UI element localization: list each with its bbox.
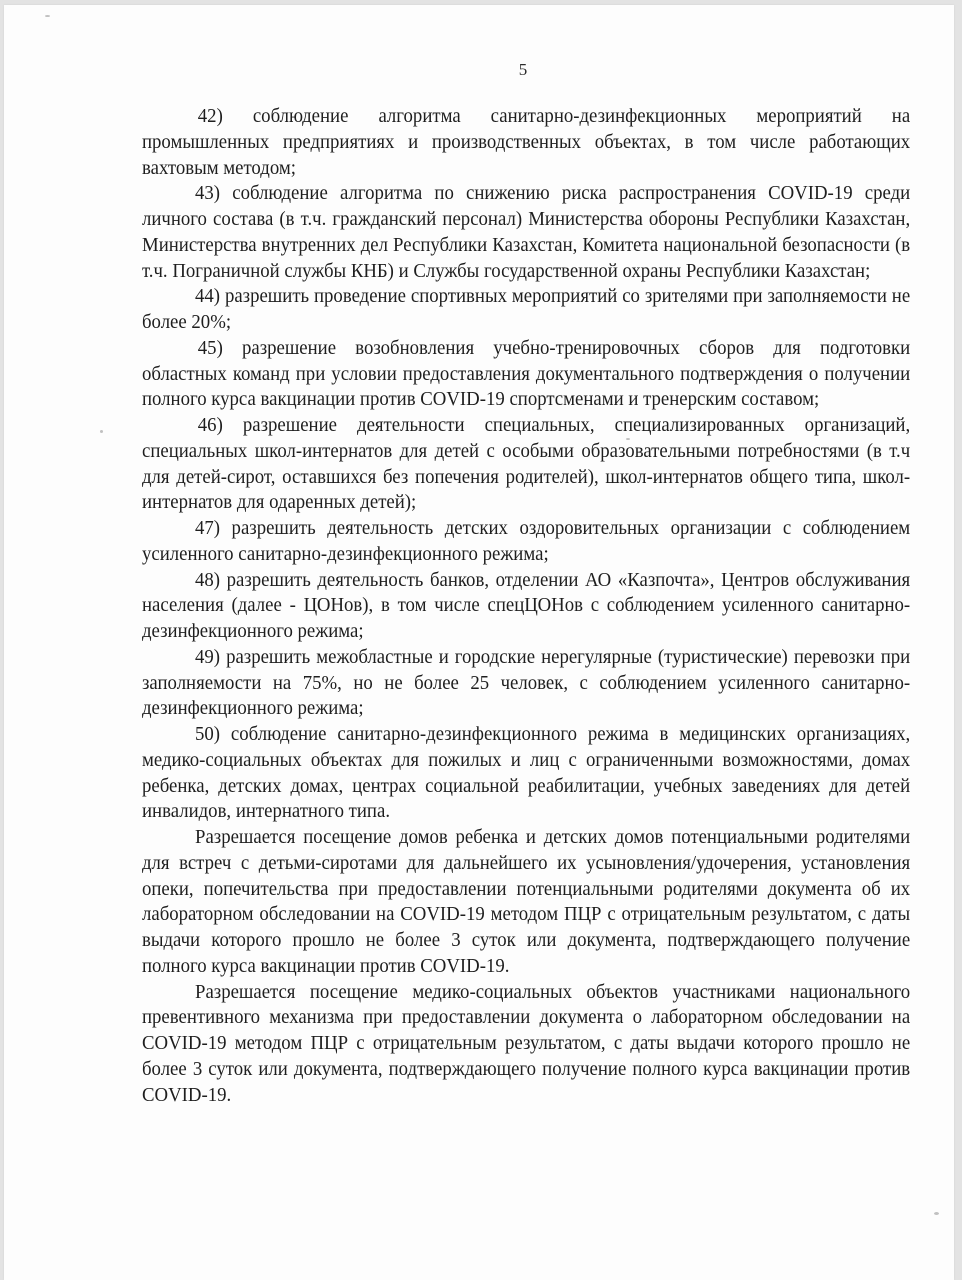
document-body	[142, 104, 910, 1108]
scan-speck	[934, 1212, 939, 1215]
scan-speck	[100, 430, 103, 433]
page-number: 5	[518, 60, 528, 79]
list-item-50: 50) соблюдение санитарно-дезинфекционного режима в медицинских организациях, медико-социальных объектах для пожилых и лиц с ограниченными возможностями, домах ребенка, детских домах, центрах социальной реабилитации, учебных заведениях для детей инвалидов, интернатного типа.	[142, 723, 911, 823]
paragraph-npm-visits: Разрешается посещение медико-социальных объектов участниками национального превентивного механизма при предоставлении документа о лабораторном обследовании на COVID-19 методом ПЦР с отрицательным результатом, с даты выдачи которого прошло не более 3 суток или документа, подтверждающего получение полного курса вакцинации против COVID-19.	[142, 980, 911, 1106]
scan-speck	[626, 438, 630, 440]
list-item-48: 48) разрешить деятельность банков, отделении АО «Казпочта», Центров обслуживания населения (далее - ЦОНов), в том числе спецЦОНов с соблюдением усиленного санитарно-дезинфекционного режима;	[142, 568, 911, 642]
list-item-42: 42) соблюдение алгоритма санитарно-дезинфекционных мероприятий на промышленных предприятиях и производственных объектах, в том числе работающих вахтовым методом;	[142, 105, 911, 179]
list-item-46: 46) разрешение деятельности специальных, специализированных организаций, специальных школ-интернатов для детей с особыми образовательными потребностями (в т.ч для детей-сирот, оставшихся без попечения родителей), школ-интернатов общего типа, школ-интернатов для одаренных детей);	[142, 414, 911, 514]
document-page	[4, 5, 954, 1280]
list-item-44: 44) разрешить проведение спортивных мероприятий со зрителями при заполняемости не более 20%;	[142, 285, 911, 333]
scan-speck	[45, 15, 50, 17]
list-item-49: 49) разрешить межобластные и городские нерегулярные (туристические) перевозки при заполняемости на 75%, но не более 25 человек, с соблюдением усиленного санитарно-дезинфекционного режима;	[142, 645, 911, 720]
list-item-43: 43) соблюдение алгоритма по снижению риска распространения COVID-19 среди личного состава (в т.ч. гражданский персонал) Министерства обороны Республики Казахстан, Министерства внутренних дел Республики Казахстан, Комитета национальной безопасности (в т.ч. Пограничной службы КНБ) и Службы государственной охраны Республики Казахстан;	[142, 182, 911, 282]
list-item-45: 45) разрешение возобновления учебно-тренировочных сборов для подготовки областных команд при условии предоставления документального подтверждения о получении полного курса вакцинации против COVID-19 спортсменами и тренерским составом;	[142, 336, 911, 411]
paragraph-orphanage-visits: Разрешается посещение домов ребенка и детских домов потенциальными родителями для встреч с детьми-сиротами для дальнейшего их усыновления/удочерения, установления опеки, попечительства при предоставлении потенциальными родителями документа об их лабораторном обследовании на COVID-19 методом ПЦР с отрицательным результатом, с даты выдачи которого прошло не более 3 суток или документа, подтверждающего получение полного курса вакцинации против COVID-19.	[142, 826, 911, 977]
list-item-47: 47) разрешить деятельность детских оздоровительных организации с соблюдением усиленного санитарно-дезинфекционного режима;	[142, 517, 911, 565]
